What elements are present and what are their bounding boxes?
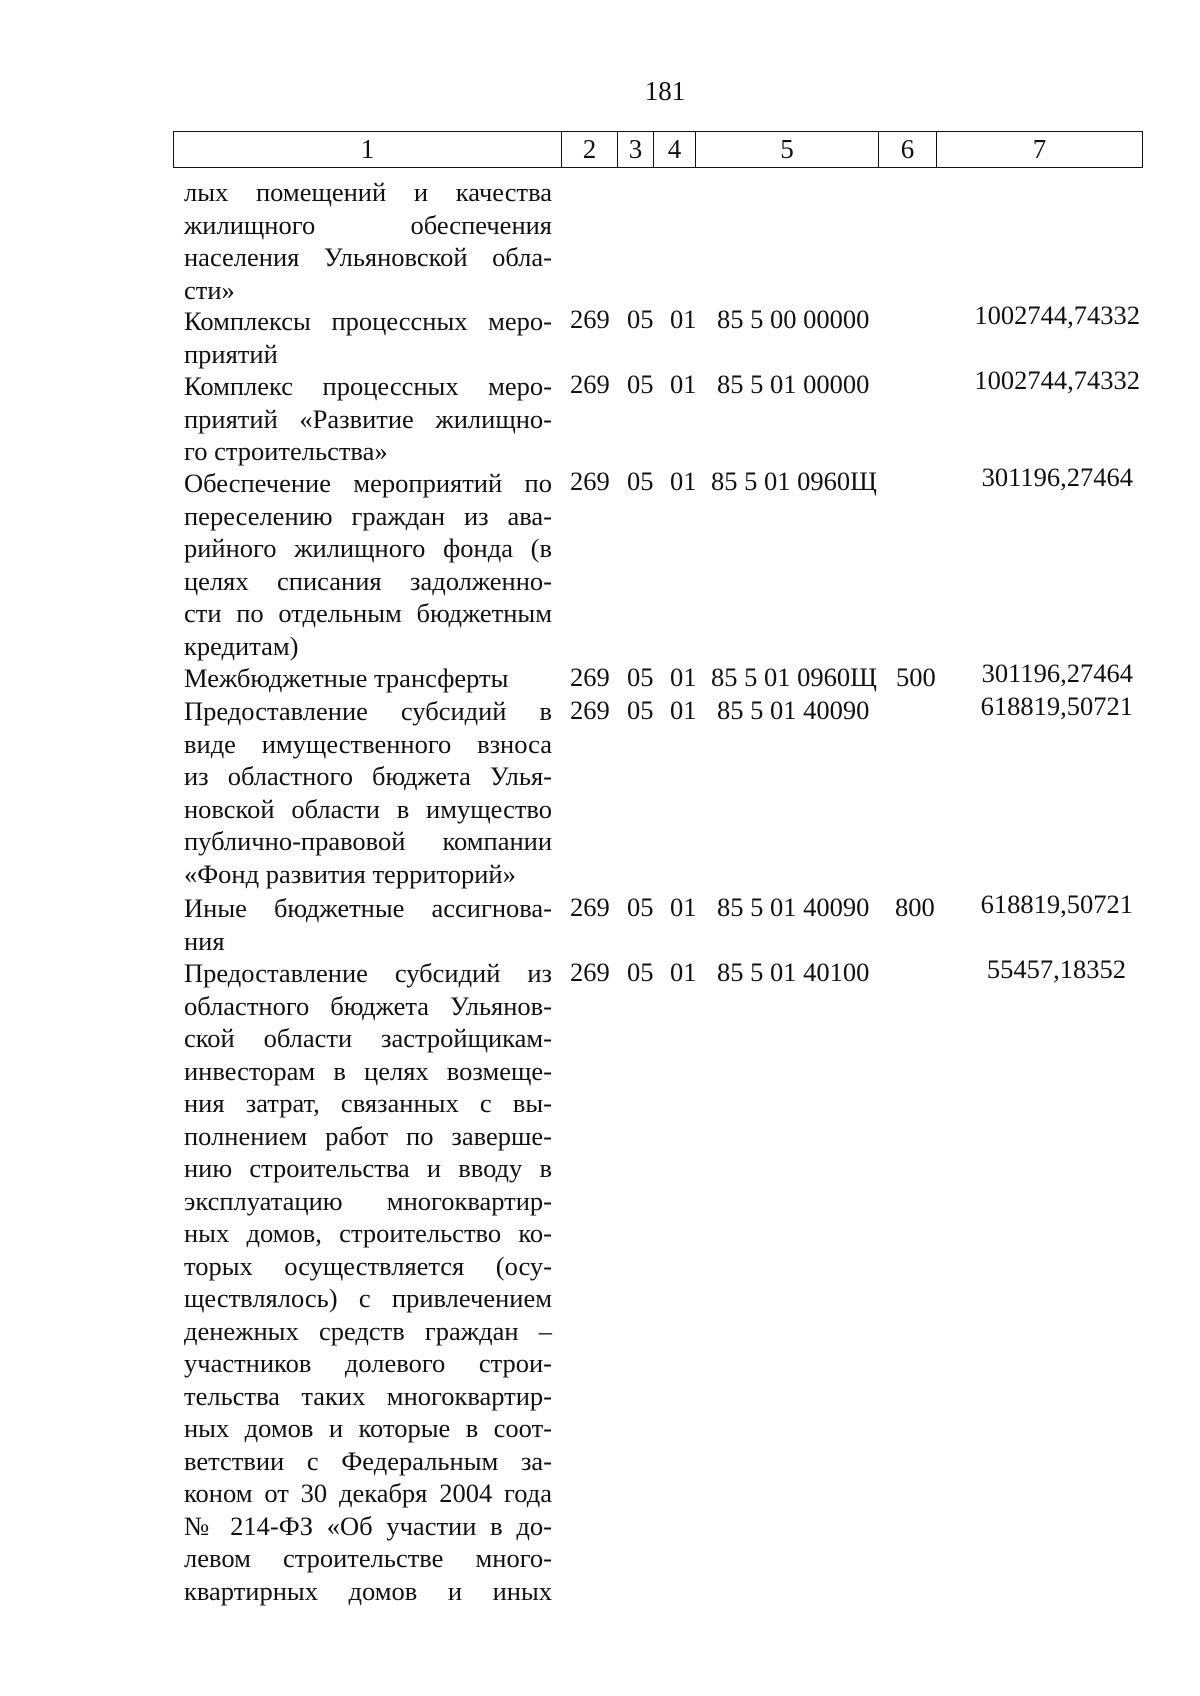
col-3-value: 05 (627, 466, 654, 496)
description-line: Комплексы процессных меро- (184, 306, 552, 336)
description-line: Предоставление субсидий из (184, 958, 552, 988)
row-description (184, 695, 552, 890)
description-line: нию строительства и вводу в (184, 1153, 552, 1183)
description-line: новской области в имущество (184, 793, 552, 824)
header-cell: 3 (617, 132, 653, 167)
col-2-value: 269 (570, 466, 610, 496)
description-line: публично-правовой компании (184, 826, 552, 856)
col-3-value: 05 (627, 957, 654, 987)
description-line: целях списания задолженно- (184, 565, 552, 596)
description-line: сти по отдельным бюджетным (184, 598, 552, 628)
col-7-value: 618819,50721 (980, 691, 1133, 721)
col-3-value: 05 (627, 369, 654, 399)
description-line: денежных средств граждан – (184, 1315, 552, 1346)
col-2-value: 269 (570, 892, 610, 922)
description-line: левом строительстве много- (184, 1543, 552, 1573)
header-cell: 5 (695, 132, 878, 167)
col-2-value: 269 (570, 957, 610, 987)
col-4-value: 01 (670, 957, 697, 987)
col-7-value: 301196,27464 (981, 462, 1133, 492)
col-7-value: 1002744,74332 (974, 365, 1140, 395)
col-5-value: 85 5 01 0960Щ (711, 466, 877, 496)
description-line: «Фонд развития территорий» (184, 858, 516, 889)
header-cell: 1 (360, 134, 375, 164)
description-line: ния (184, 925, 225, 956)
description-line: из областного бюджета Улья- (184, 761, 552, 791)
col-7-value: 301196,27464 (981, 658, 1133, 688)
row-description (184, 370, 552, 468)
col-5-value: 85 5 00 00000 (717, 304, 870, 334)
description-line: приятий «Развитие жилищно- (184, 403, 552, 434)
description-line: населения Ульяновской обла- (184, 242, 552, 272)
description-line: ществлялось) с привлечением (184, 1283, 552, 1313)
description-line: областного бюджета Ульянов- (184, 990, 552, 1021)
description-line: инвесторам в целях возмеще- (184, 1055, 552, 1086)
header-cell: 7 (936, 132, 1142, 167)
description-line: кредитам) (184, 630, 299, 661)
header-cell: 2 (561, 132, 617, 167)
row-description (184, 662, 552, 695)
row-description (184, 467, 552, 662)
col-5-value: 85 5 01 40100 (717, 957, 870, 987)
col-5-value: 85 5 01 40090 (717, 892, 870, 922)
description-line: рийного жилищного фонда (в (184, 533, 552, 563)
row-description (184, 892, 552, 957)
col-5-value: 85 5 01 00000 (717, 369, 870, 399)
col-2-value: 269 (570, 662, 610, 692)
col-7-value: 1002744,74332 (974, 300, 1140, 330)
col-4-value: 01 (670, 695, 697, 725)
description-line: Иные бюджетные ассигнова- (184, 893, 552, 923)
col-2-value: 269 (570, 304, 610, 334)
description-line: квартирных домов и иных (184, 1575, 552, 1606)
description-line: ных домов, строительство ко- (184, 1218, 552, 1248)
description-line: го строительства» (184, 436, 388, 466)
table-header-row (173, 131, 1143, 168)
description-line: Комплекс процессных меро- (184, 371, 552, 401)
col-4-value: 01 (670, 304, 697, 334)
description-line: коном от 30 декабря 2004 года (184, 1478, 552, 1508)
col-3-value: 05 (627, 304, 654, 334)
description-line: эксплуатацию многоквартир- (184, 1185, 552, 1216)
description-line: ветствии с Федеральным за- (184, 1445, 552, 1476)
description-line: ных домов и которые в соот- (184, 1413, 552, 1443)
row-description (184, 176, 552, 306)
col-7-value: 618819,50721 (980, 889, 1133, 919)
col-2-value: 269 (570, 695, 610, 725)
col-4-value: 01 (670, 892, 697, 922)
header-cell: 4 (653, 132, 695, 167)
description-line: жилищного обеспечения (184, 209, 552, 240)
description-line: полнением работ по заверше- (184, 1120, 552, 1151)
description-line: виде имущественного взноса (184, 728, 552, 759)
page-number: 181 (644, 76, 686, 106)
description-line: приятий (184, 338, 278, 369)
col-3-value: 05 (627, 695, 654, 725)
col-5-value: 85 5 01 0960Щ (711, 662, 877, 692)
col-6-value: 500 (896, 662, 936, 692)
description-line: ской области застройщикам- (184, 1023, 552, 1053)
description-line: лых помещений и качества (184, 177, 552, 207)
col-6-value: 800 (895, 892, 935, 922)
header-cell: 6 (878, 132, 936, 167)
description-line: сти» (184, 274, 235, 305)
description-line: участников долевого строи- (184, 1348, 552, 1378)
description-line: тельства таких многоквартир- (184, 1380, 552, 1411)
description-line: № 214-ФЗ «Об участии в до- (184, 1510, 552, 1541)
col-2-value: 269 (570, 369, 610, 399)
col-7-value: 55457,18352 (986, 954, 1126, 984)
col-4-value: 01 (670, 662, 697, 692)
col-4-value: 01 (670, 369, 697, 399)
row-description (184, 957, 552, 1607)
row-description (184, 305, 552, 370)
description-line: Обеспечение мероприятий по (184, 468, 552, 498)
description-line: Межбюджетные трансферты (184, 663, 509, 693)
col-4-value: 01 (670, 466, 697, 496)
col-5-value: 85 5 01 40090 (717, 695, 870, 725)
col-3-value: 05 (627, 662, 654, 692)
description-line: Предоставление субсидий в (184, 696, 552, 726)
col-3-value: 05 (627, 892, 654, 922)
description-line: ния затрат, связанных с вы- (184, 1088, 552, 1118)
description-line: переселению граждан из ава- (184, 500, 552, 531)
description-line: торых осуществляется (осу- (184, 1250, 552, 1281)
